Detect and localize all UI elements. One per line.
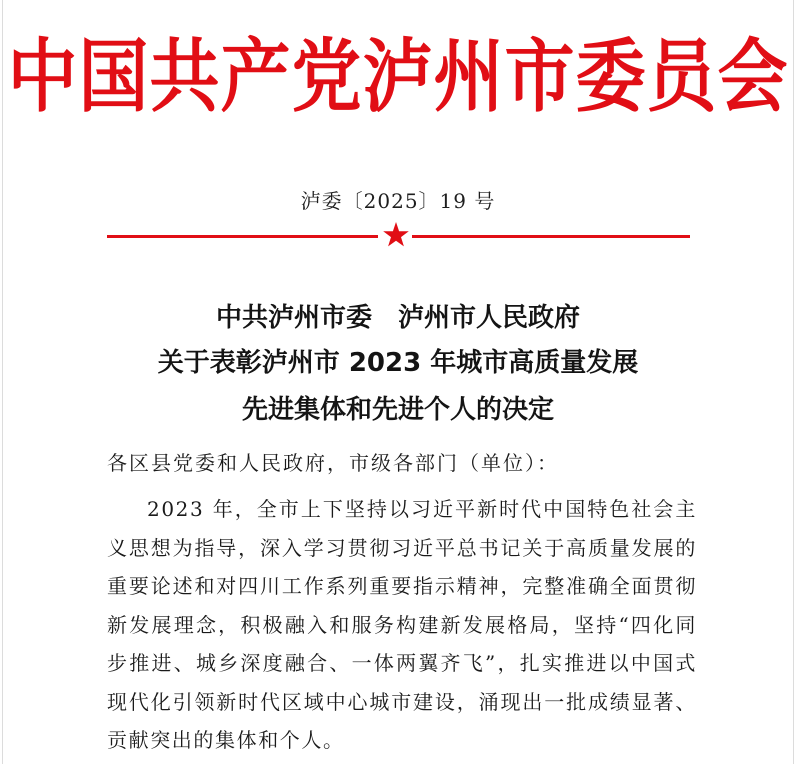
salutation: 各区县党委和人民政府，市级各部门（单位）：	[107, 451, 559, 475]
document-title-line-3: 先进集体和先进个人的决定	[241, 395, 554, 425]
star-icon	[382, 221, 410, 249]
document-number: 泸委〔2025〕19 号	[300, 189, 496, 213]
document-title-line-2: 关于表彰泸州市 2023 年城市高质量发展	[157, 348, 639, 378]
document-title-line-1: 中共泸州市委 泸州市人民政府	[215, 303, 580, 333]
issuing-organization-header: 中国共产党泸州市委员会	[7, 29, 789, 124]
red-divider-right	[412, 235, 690, 238]
body-paragraph: 2023 年，全市上下坚持以习近平新时代中国特色社会主义思想为指导，深入学习贯彻习近平总书记关于高质量发展的重要论述和对四川工作系列重要指示精神，完整准确全面贯彻新发展理念，积极融入和服务构建新发展格局，坚持“四化同步推进、城乡深度融合、一体两翼齐飞”，扎实推进以中国式现代化引领新时代区域中心城市建设，涌现出一批成绩显著、贡献突出的集体和个人。	[107, 497, 697, 752]
red-divider-left	[107, 235, 378, 238]
